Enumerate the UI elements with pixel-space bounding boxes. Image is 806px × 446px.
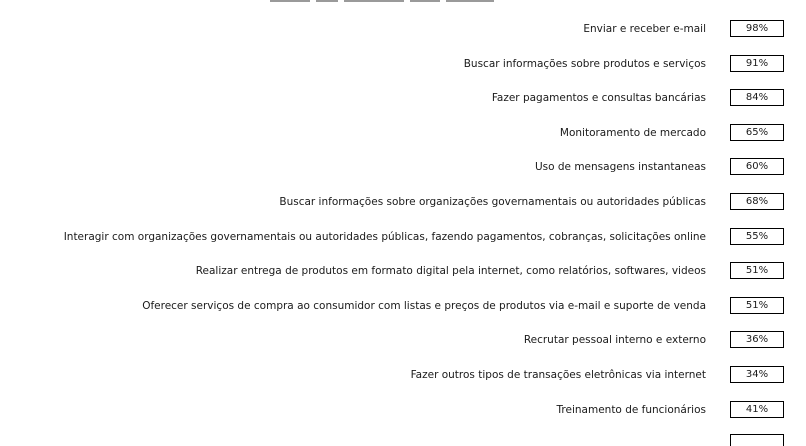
cropped-title-remnant [270,0,570,3]
row-label: Oferecer serviços de compra ao consumidor com listas e preços de produtos via e-mail e suporte de venda [142,299,706,312]
row-value: 36% [730,331,784,348]
table-row [0,401,806,421]
row-value: 68% [730,193,784,210]
row-label: Treinamento de funcionários [556,403,706,416]
table-row [0,89,806,109]
row-label: Enviar e receber e-mail [583,23,706,35]
table-row [0,331,806,351]
row-label: Uso de mensagens instantaneas [534,161,706,174]
row-value: 34% [730,366,784,383]
row-label: Interagir com organizações governamentais ou autoridades públicas, fazendo pagamentos, cobranças, solicitações online [63,230,706,243]
row-value: 51% [730,297,784,314]
table-row [0,55,806,75]
row-value: 98% [730,20,784,37]
row-value: 41% [730,401,784,418]
row-label: Fazer outros tipos de transações eletrônicas via internet [410,369,706,381]
cropped-value-box [730,434,784,446]
table-row [0,297,806,317]
table-row [0,158,806,178]
cropped-row [0,434,806,446]
table-row [0,366,806,386]
row-label: Fazer pagamentos e consultas bancárias [491,92,706,105]
table-row [0,193,806,213]
row-value: 51% [730,262,784,279]
table-row [0,262,806,282]
row-value: 60% [730,158,784,175]
table-row [0,228,806,248]
table-row [0,20,806,40]
row-label: Realizar entrega de produtos em formato digital pela internet, como relatórios, softwares, videos [195,265,706,278]
row-label: Monitoramento de mercado [559,126,706,139]
row-label: Recrutar pessoal interno e externo [523,334,706,347]
row-label: Buscar informações sobre produtos e serviços [463,57,706,70]
row-value: 91% [730,55,784,72]
row-value: 84% [730,89,784,106]
row-label: Buscar informações sobre organizações governamentais ou autoridades públicas [279,196,706,208]
row-value: 65% [730,124,784,141]
row-value: 55% [730,228,784,245]
table-row [0,124,806,144]
